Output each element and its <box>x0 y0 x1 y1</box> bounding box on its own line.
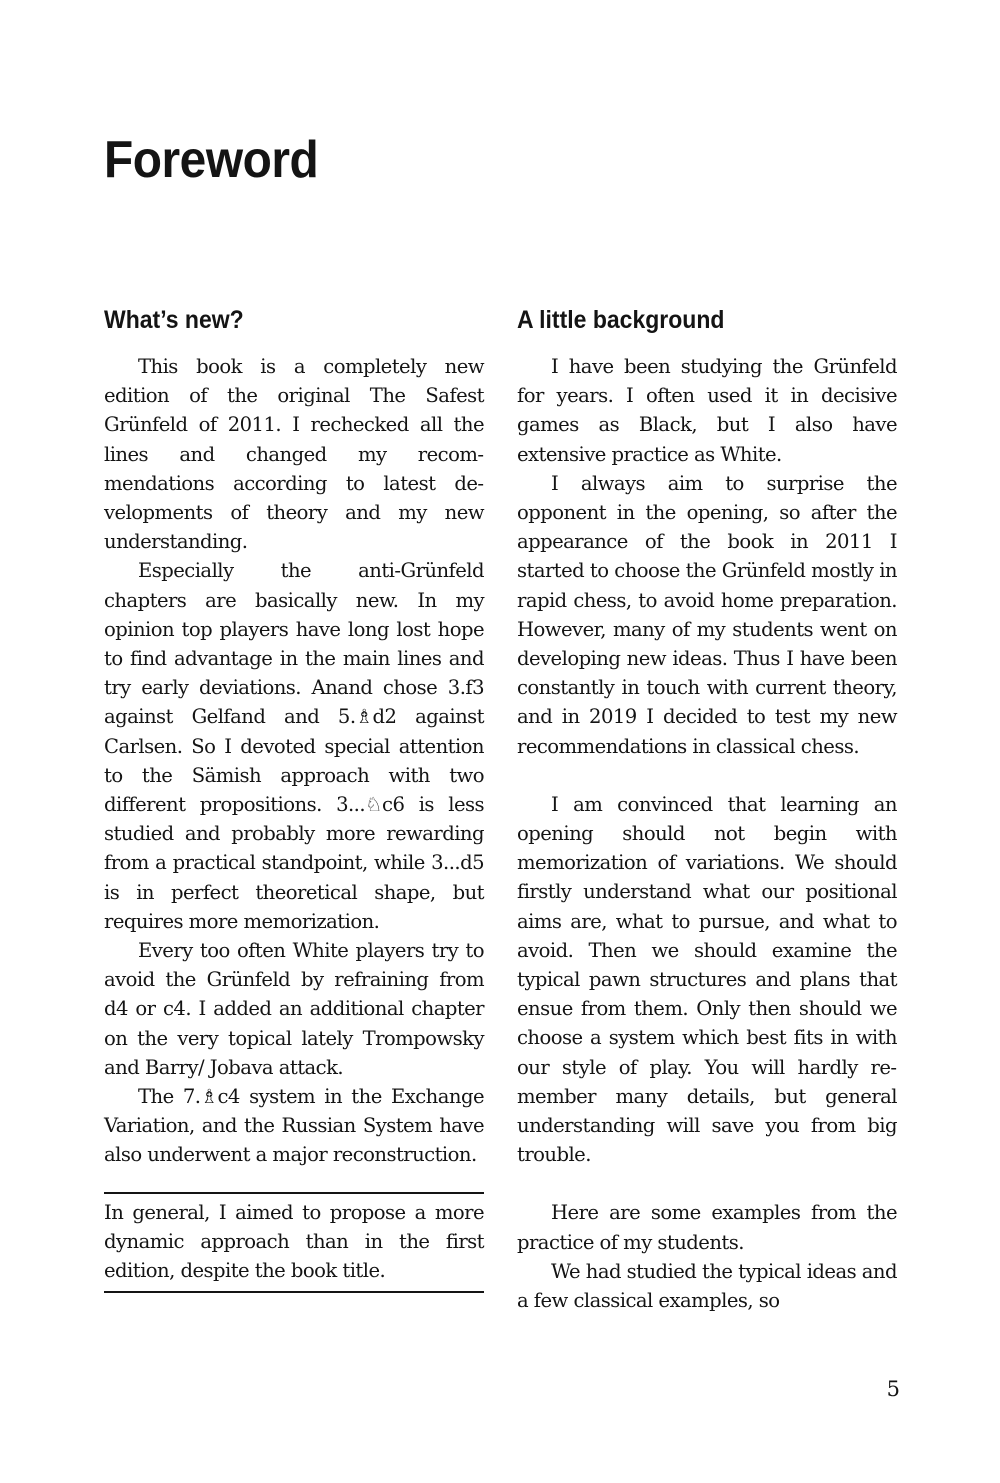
page-number: 5 <box>886 1377 900 1401</box>
paragraph: We had studied the typical ideas and a few classical examples, so <box>517 1259 897 1313</box>
paragraph: I am convinced that learning an opening should not begin with memorization of variations. We should firstly understand what our positional aims are, what to pursue, and what to avoid. Then we should examine the typical pawn structures and plans that ensue from them. Only then should we choose a system which best fits in with our style of play. You will hardly remember many details, but general understanding will save you from big trouble. <box>517 792 897 1167</box>
paragraph: I have been studying the Grünfeld for years. I often used it in decisive games as Black, but I also have extensive practice as White. <box>517 355 897 466</box>
paragraph: Here are some examples from the practice of my students. <box>517 1201 897 1254</box>
section-heading-whats-new: What’s new? <box>104 306 244 334</box>
callout-text: In general, I aimed to propose a more dynamic approach than in the first edition, despite the book title. <box>104 1200 484 1283</box>
paragraph: Especially the anti-Grünfeld chapters are basically new. In my opinion top players have long lost hope to find advantage in the main lines and try early deviations. Anand chose 3.f3 against Gelfand and 5.♗d2 against Carlsen. So I devoted special attention to the Sämish approach with two different propositions. 3...♘c6 is less studied and probably more rewarding from a practical standpoint, while 3...d5 is in perfect theoretical shape, but requires more memorization. <box>104 559 484 933</box>
right-column <box>517 300 897 1315</box>
section-heading-background: A little background <box>517 306 725 334</box>
paragraph: This book is a completely new edition of the original The Safest Grünfeld of 2011. I rechecked all the lines and changed my recommendations according to latest developments of theory and my new understanding. <box>104 355 484 554</box>
left-column <box>104 300 484 1293</box>
paragraph: I always aim to surprise the opponent in the opening, so after the appearance of the book in 2011 I started to choose the Grünfeld mostly in rapid chess, to avoid home preparation. However, many of my students went on developing new ideas. Thus I have been constantly in touch with current theory, and in 2019 I decided to test my new recommendations in classical chess. <box>517 471 897 758</box>
paragraph: The 7.♗c4 system in the Exchange Variation, and the Russian System have also underwent a major reconstruction. <box>104 1085 484 1167</box>
paragraph: Every too often White players try to avoid the Grünfeld by refraining from d4 or c4. I added an additional chapter on the very topical lately Trompowsky and Barry/ Jobava attack. <box>104 939 484 1079</box>
callout-box <box>104 1192 484 1294</box>
chapter-title: Foreword <box>104 131 319 189</box>
